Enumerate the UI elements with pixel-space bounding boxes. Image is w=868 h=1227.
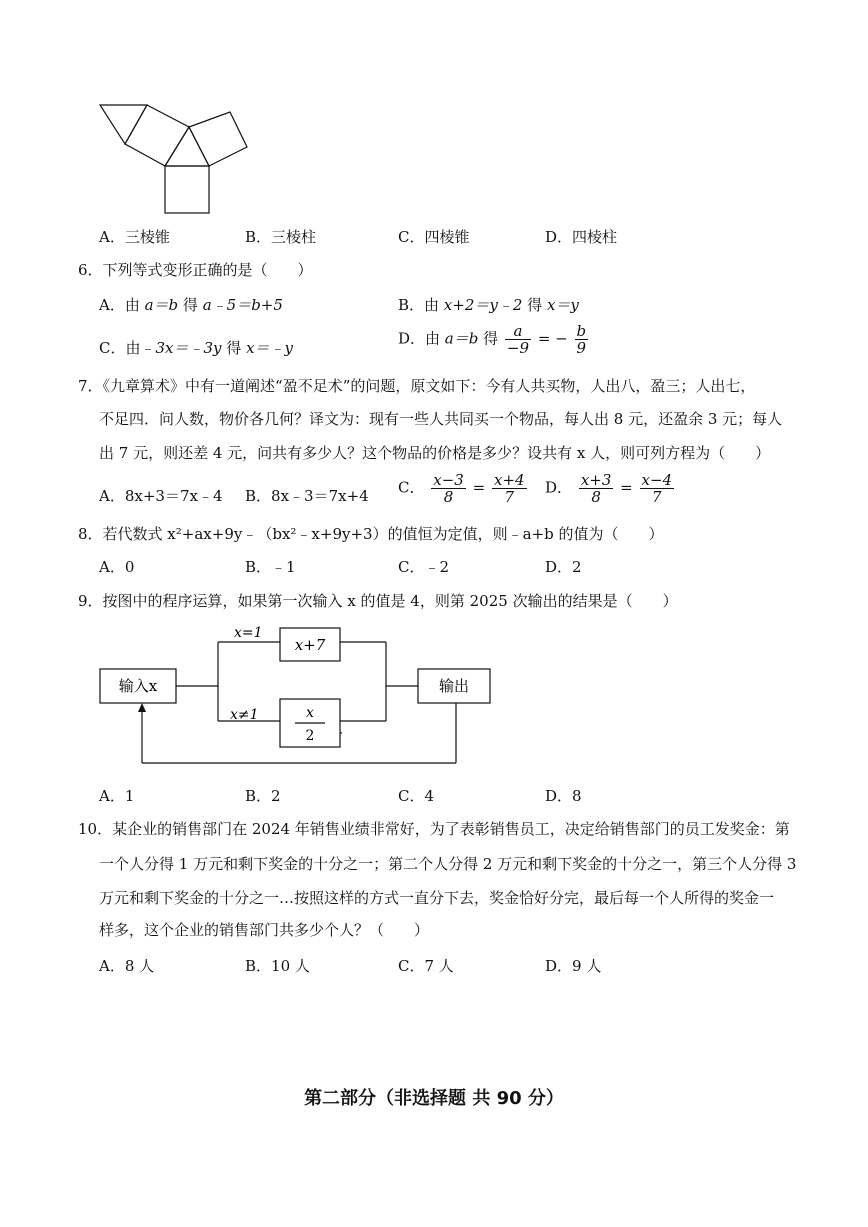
fraction-denominator: 8 <box>443 488 454 506</box>
fraction-right <box>640 472 675 505</box>
program-flowchart <box>90 615 510 770</box>
q7-option-d[interactable] <box>545 472 676 505</box>
fraction-denominator: 8 <box>591 488 601 506</box>
q9-option-a[interactable]: A．1 <box>99 787 135 805</box>
q9-option-b[interactable]: B．2 <box>245 787 281 805</box>
q10-line-2: 一个人分得 1 万元和剩下奖金的十分之一；第二个人分得 2 万元和剩下奖金的十分之一，第三个人分得 3 <box>99 855 797 873</box>
q10-line-3: 万元和剩下奖金的十分之一…按照这样的方式一直分下去，奖金恰好分完，最后每一个人所得的奖金一 <box>99 889 775 907</box>
option-letter: C． <box>398 478 425 497</box>
q8-option-c[interactable]: C．﹣2 <box>398 558 450 576</box>
q5-option-d[interactable] <box>545 226 617 247</box>
equals-sign: = <box>620 478 633 497</box>
option-letter: B． <box>245 228 272 246</box>
option-letter: D． <box>545 478 573 497</box>
option-text: 四棱柱 <box>572 228 618 246</box>
q8-option-b[interactable]: B．﹣1 <box>245 558 296 576</box>
option-connector: 得 <box>522 296 547 314</box>
q7-line-1: 7．《九章算术》中有一道阐述“盈不足术”的问题，原文如下：今有人共买物，人出八，盈三；人出七， <box>78 377 756 395</box>
q7-option-b[interactable]: B．8x﹣3＝7x+4 <box>245 487 369 505</box>
fraction-left <box>431 472 466 505</box>
q10-option-d[interactable]: D．9 人 <box>545 957 602 975</box>
option-text: 三棱锥 <box>124 228 170 246</box>
fraction-denominator: 9 <box>576 339 587 357</box>
fraction-b-over-9 <box>575 323 589 356</box>
q7-option-c[interactable] <box>398 472 529 505</box>
q10-option-c[interactable]: C．7 人 <box>398 957 454 975</box>
option-result: a﹣5＝b+5 <box>202 296 283 314</box>
option-connector: 得 <box>221 339 247 357</box>
q6-stem: 6．下列等式变形正确的是（ ） <box>78 261 313 279</box>
flow-op-bottom-denominator: 2 <box>305 728 315 744</box>
q8-option-d[interactable]: D．2 <box>545 558 582 576</box>
q6-option-d[interactable] <box>398 323 590 356</box>
q7-option-a[interactable]: A．8x+3＝7x﹣4 <box>99 487 223 505</box>
option-connector: 得 <box>178 296 203 314</box>
option-text: 三棱柱 <box>271 228 317 246</box>
fraction-numerator: b <box>576 322 587 340</box>
flow-condition-top: x=1 <box>234 625 263 641</box>
q6-option-b[interactable] <box>398 294 579 315</box>
q7-line-2: 不足四．问人数，物价各几何？译文为：现有一些人共同买一个物品，每人出 8 元，还盈余 3 元；每人 <box>99 410 783 428</box>
fraction-denominator: −9 <box>506 339 530 357</box>
q10-option-b[interactable]: B．10 人 <box>245 957 310 975</box>
fraction-a-over-neg9 <box>505 323 531 356</box>
fraction-numerator: x−3 <box>433 471 464 489</box>
q7-line-3: 出 7 元，则还差 4 元，问共有多少人？这个物品的价格是多少？设共有 x 人，则可列方程为（ ） <box>99 444 771 462</box>
q10-line-4: 样多，这个企业的销售部门共多少个人？（ ） <box>99 921 430 939</box>
option-letter: A． <box>99 228 125 246</box>
q8-stem: 8．若代数式 x²+ax+9y﹣（bx²﹣x+9y+3）的值恒为定值，则﹣a+b 的值为（ ） <box>78 525 664 543</box>
q9-option-d[interactable]: D．8 <box>545 787 582 805</box>
flow-condition-bottom: x≠1 <box>230 707 259 723</box>
flow-op-top: x+7 <box>294 636 326 654</box>
flow-input-label: 输入x <box>118 677 158 695</box>
option-prefix: C．由﹣ <box>99 339 156 357</box>
fraction-numerator: x+3 <box>580 471 612 489</box>
option-condition: 3x＝﹣3y <box>155 339 222 357</box>
option-condition: a＝b <box>444 329 479 348</box>
fraction-left <box>579 472 614 505</box>
option-condition: x+2＝y﹣2 <box>443 296 523 314</box>
option-prefix: A．由 <box>99 296 145 314</box>
q6-option-a[interactable] <box>99 294 283 315</box>
fraction-numerator: x−4 <box>641 471 673 489</box>
flow-output-label: 输出 <box>438 677 470 695</box>
option-letter: D． <box>545 228 573 246</box>
option-connector: 得 <box>478 329 499 348</box>
fraction-numerator: a <box>505 323 531 340</box>
option-result: x＝y <box>546 296 579 314</box>
q9-stem: 9．按图中的程序运算，如果第一次输入 x 的值是 4，则第 2025 次输出的结果是（ ） <box>78 592 678 610</box>
fraction-denominator: 7 <box>504 488 515 506</box>
option-prefix: D．由 <box>398 329 445 348</box>
section-heading: 第二部分（非选择题 共 90 分） <box>304 1088 564 1109</box>
fraction-numerator: x+4 <box>493 471 525 489</box>
prism-net-figure <box>95 100 255 218</box>
flow-op-bottom-numerator: x <box>306 705 314 721</box>
option-result: x＝﹣y <box>246 339 293 357</box>
equals-sign: = <box>472 478 486 497</box>
equals-sign: = − <box>537 329 568 348</box>
q6-option-c[interactable] <box>99 337 293 358</box>
option-letter: C． <box>398 228 425 246</box>
option-prefix: B．由 <box>398 296 444 314</box>
q8-option-a[interactable]: A．0 <box>99 558 135 576</box>
q5-option-b[interactable] <box>245 226 316 247</box>
q9-option-c[interactable]: C．4 <box>398 787 435 805</box>
option-condition: a＝b <box>144 296 179 314</box>
q5-option-c[interactable] <box>398 226 470 247</box>
q5-option-a[interactable] <box>99 226 170 247</box>
q10-option-a[interactable]: A．8 人 <box>99 957 155 975</box>
fraction-right <box>492 472 527 505</box>
q10-line-1: 10．某企业的销售部门在 2024 年销售业绩非常好，为了表彰销售员工，决定给销售部门的员工发奖金：第 <box>78 820 790 838</box>
fraction-denominator: 7 <box>652 488 662 506</box>
option-text: 四棱锥 <box>424 228 470 246</box>
